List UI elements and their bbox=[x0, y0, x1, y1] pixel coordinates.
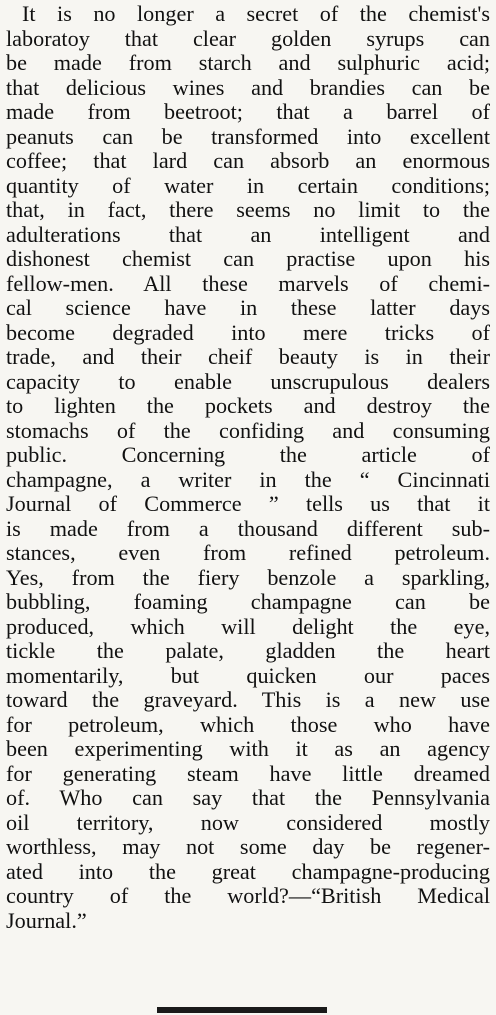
article-line: tickle the palate, gladden the heart bbox=[6, 639, 490, 663]
article-line: public. Concerning the article of bbox=[6, 443, 490, 467]
article-line: quantity of water in certain conditions; bbox=[6, 173, 490, 198]
article-line: dishonest chemist can practise upon his bbox=[6, 247, 490, 271]
article-line: become degraded into mere tricks of bbox=[6, 320, 490, 345]
article-line: produced, which will delight the eye, bbox=[6, 614, 490, 639]
article-line: stomachs of the confiding and consuming bbox=[6, 418, 490, 443]
article-line: made from beetroot; that a barrel of bbox=[6, 100, 490, 124]
article-line: worthless, may not some day be regener- bbox=[6, 835, 490, 859]
article-line: stances, even from refined petroleum. bbox=[6, 541, 490, 565]
article-line: coffee; that lard can absorb an enormous bbox=[6, 149, 490, 173]
article-line: fellow-men. All these marvels of chemi- bbox=[6, 271, 490, 296]
article-line: capacity to enable unscrupulous dealers bbox=[6, 369, 490, 394]
section-divider-rule bbox=[157, 1007, 327, 1013]
article-line: been experimenting with it as an agency bbox=[6, 737, 490, 761]
article-line: Yes, from the fiery benzole a sparkling, bbox=[6, 565, 490, 590]
article-line: adulterations that an intelligent and bbox=[6, 222, 490, 247]
article-line: cal science have in these latter days bbox=[6, 296, 490, 320]
article-line: country of the world?—“British Medical bbox=[6, 884, 490, 908]
article-line: to lighten the pockets and destroy the bbox=[6, 394, 490, 418]
article-line: It is no longer a secret of the chemist's bbox=[22, 2, 490, 26]
article-text bbox=[6, 2, 490, 933]
article-line: ated into the great champagne-producing bbox=[6, 859, 490, 884]
article-line: laboratoy that clear golden syrups can bbox=[6, 26, 490, 51]
article-line: toward the graveyard. This is a new use bbox=[6, 688, 490, 712]
article-line: is made from a thousand different sub- bbox=[6, 516, 490, 541]
article-line: Journal.” bbox=[6, 908, 87, 933]
article-line: for generating steam have little dreamed bbox=[6, 761, 490, 786]
article-line: Journal of Commerce ” tells us that it bbox=[6, 492, 490, 516]
article-line: for petroleum, which those who have bbox=[6, 712, 490, 737]
article-line: that, in fact, there seems no limit to the bbox=[6, 198, 490, 222]
article-line: be made from starch and sulphuric acid; bbox=[6, 51, 490, 75]
article-line: of. Who can say that the Pennsylvania bbox=[6, 786, 490, 810]
article-line: bubbling, foaming champagne can be bbox=[6, 590, 490, 614]
article-line: momentarily, but quicken our paces bbox=[6, 663, 490, 688]
article-line: trade, and their cheif beauty is in their bbox=[6, 345, 490, 369]
article-line: oil territory, now considered mostly bbox=[6, 810, 490, 835]
article-line: peanuts can be transformed into excellent bbox=[6, 124, 490, 149]
article-line: that delicious wines and brandies can be bbox=[6, 75, 490, 100]
article-line: champagne, a writer in the “ Cincinnati bbox=[6, 467, 490, 492]
